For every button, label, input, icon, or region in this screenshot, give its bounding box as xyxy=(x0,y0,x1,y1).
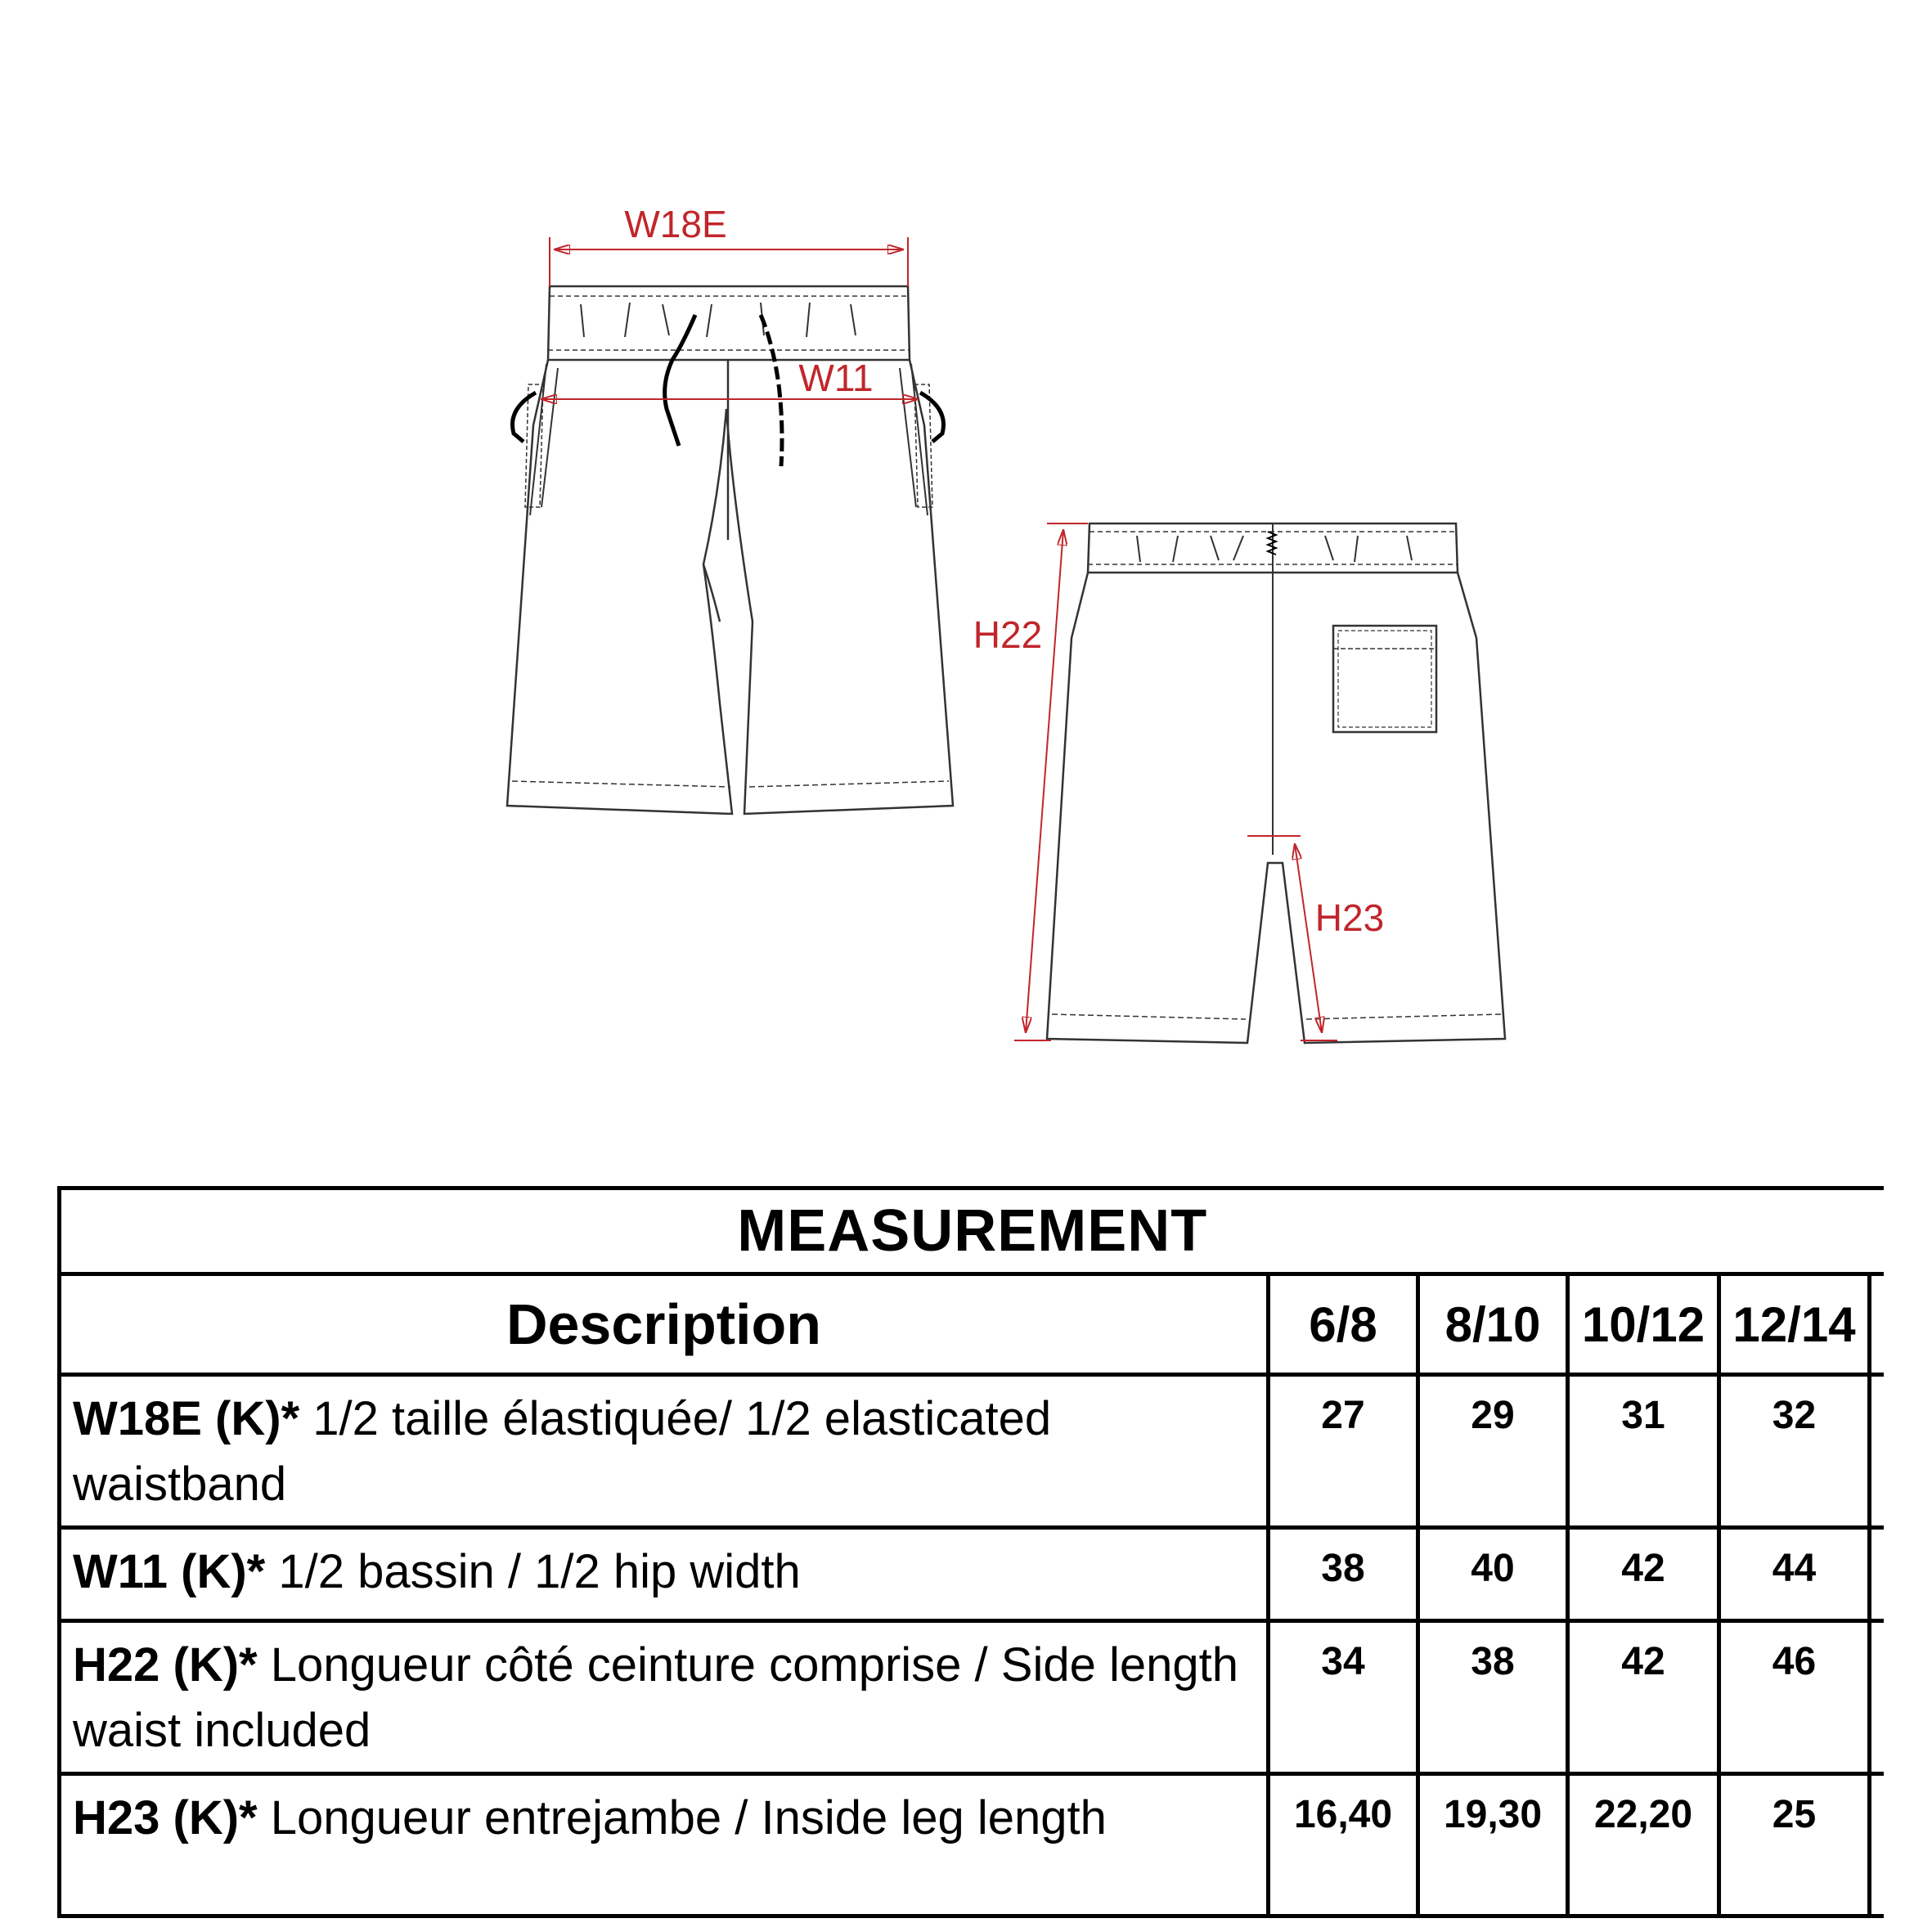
row-value: 29 xyxy=(1418,1375,1568,1528)
table-row xyxy=(60,1375,1884,1528)
table-row xyxy=(60,1774,1884,1916)
front-waistband xyxy=(548,286,910,360)
table-edge-cell xyxy=(1870,1774,1884,1916)
back-pocket xyxy=(1333,626,1436,732)
row-description xyxy=(60,1774,1269,1916)
row-value: 44 xyxy=(1719,1528,1870,1621)
row-value: 42 xyxy=(1568,1528,1719,1621)
row-value: 42 xyxy=(1568,1621,1719,1774)
description-header: Description xyxy=(60,1274,1269,1375)
table-edge-cell xyxy=(1870,1274,1884,1375)
label-h23: H23 xyxy=(1314,896,1385,939)
row-value: 40 xyxy=(1418,1528,1568,1621)
row-description xyxy=(60,1621,1269,1774)
front-view xyxy=(507,286,953,814)
front-left-pocket xyxy=(530,364,558,515)
table-edge-cell xyxy=(1870,1621,1884,1774)
row-text: Longueur entrejambe / Inside leg length xyxy=(257,1791,1107,1844)
row-value: 19,30 xyxy=(1418,1774,1568,1916)
row-value: 38 xyxy=(1418,1621,1568,1774)
measurement-table xyxy=(57,1186,1884,1918)
size-header: 12/14 xyxy=(1719,1274,1870,1375)
row-code: W18E (K)* xyxy=(73,1392,300,1445)
table-row xyxy=(60,1528,1884,1621)
table-edge-cell xyxy=(1870,1528,1884,1621)
row-code: H23 (K)* xyxy=(73,1791,258,1844)
row-code: H22 (K)* xyxy=(73,1638,258,1692)
back-view xyxy=(1047,523,1505,1043)
front-body xyxy=(507,360,953,814)
row-text: Longueur côté ceinture comprise / Side length waist included xyxy=(73,1638,1239,1757)
table-edge-cell xyxy=(1870,1375,1884,1528)
table-title: MEASUREMENT xyxy=(60,1188,1884,1274)
row-value: 27 xyxy=(1269,1375,1418,1528)
label-h22: H22 xyxy=(973,613,1043,656)
row-value: 34 xyxy=(1269,1621,1418,1774)
row-description xyxy=(60,1528,1269,1621)
label-w18e: W18E xyxy=(624,203,727,245)
row-text: 1/2 taille élastiquée/ 1/2 elasticated waistband xyxy=(73,1392,1052,1511)
row-value: 22,20 xyxy=(1568,1774,1719,1916)
size-header: 6/8 xyxy=(1269,1274,1418,1375)
table-row xyxy=(60,1621,1884,1774)
row-value: 31 xyxy=(1568,1375,1719,1528)
front-right-pocket xyxy=(900,364,928,515)
row-value: 16,40 xyxy=(1269,1774,1418,1916)
table-header-row xyxy=(60,1274,1884,1375)
row-description xyxy=(60,1375,1269,1528)
size-header: 10/12 xyxy=(1568,1274,1719,1375)
size-header: 8/10 xyxy=(1418,1274,1568,1375)
row-code: W11 (K)* xyxy=(73,1545,266,1598)
table-title-row xyxy=(60,1188,1884,1274)
row-value: 46 xyxy=(1719,1621,1870,1774)
row-value: 25 xyxy=(1719,1774,1870,1916)
row-value: 32 xyxy=(1719,1375,1870,1528)
label-w11: W11 xyxy=(798,357,874,399)
row-text: 1/2 bassin / 1/2 hip width xyxy=(265,1545,801,1598)
row-value: 38 xyxy=(1269,1528,1418,1621)
